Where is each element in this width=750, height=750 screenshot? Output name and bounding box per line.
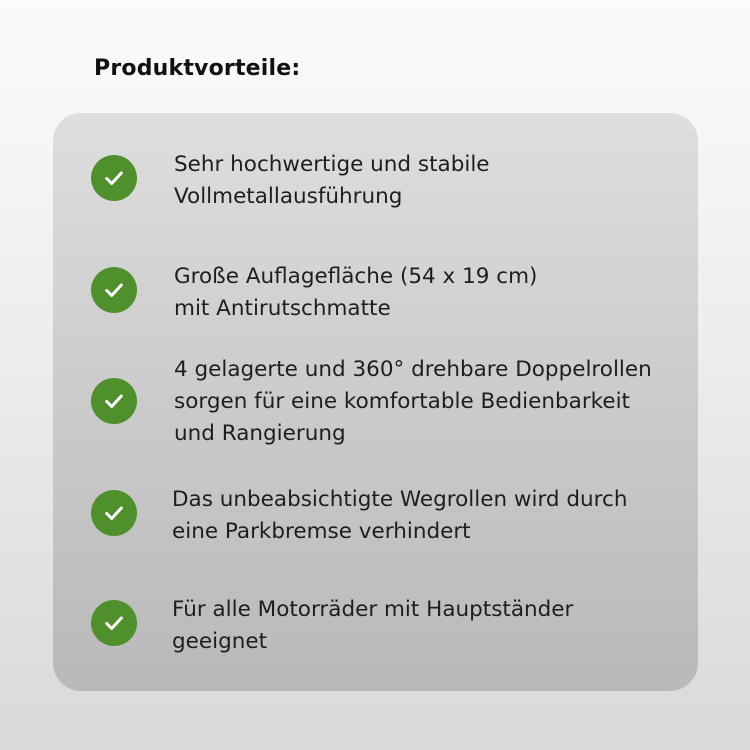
- benefit-text: [174, 149, 684, 213]
- check-icon: [91, 155, 137, 201]
- benefit-line: mit Antirutschmatte: [174, 296, 391, 321]
- benefit-line: Für alle Motorräder mit Hauptständer: [172, 597, 574, 622]
- benefit-text: [174, 261, 684, 325]
- page-title: Produktvorteile:: [94, 56, 301, 81]
- benefit-line: 4 gelagerte und 360° drehbare Doppelrollen: [174, 357, 652, 382]
- benefit-line: Große Auflagefläche (54 x 19 cm): [174, 264, 538, 289]
- benefit-line: Das unbeabsichtigte Wegrollen wird durch: [172, 487, 628, 512]
- check-icon: [91, 600, 137, 646]
- check-icon: [91, 378, 137, 424]
- check-icon: [91, 490, 137, 536]
- benefit-line: sorgen für eine komfortable Bedienbarkeit: [174, 389, 630, 414]
- benefit-text: [172, 484, 682, 548]
- benefit-line: eine Parkbremse verhindert: [172, 519, 471, 544]
- benefit-line: Sehr hochwertige und stabile: [174, 152, 490, 177]
- benefit-line: geeignet: [172, 629, 268, 654]
- benefit-text: [174, 354, 684, 450]
- benefit-line: und Rangierung: [174, 421, 346, 446]
- benefits-panel: [53, 113, 698, 691]
- benefit-line: Vollmetallausführung: [174, 184, 403, 209]
- check-icon: [91, 267, 137, 313]
- benefit-text: [172, 594, 682, 658]
